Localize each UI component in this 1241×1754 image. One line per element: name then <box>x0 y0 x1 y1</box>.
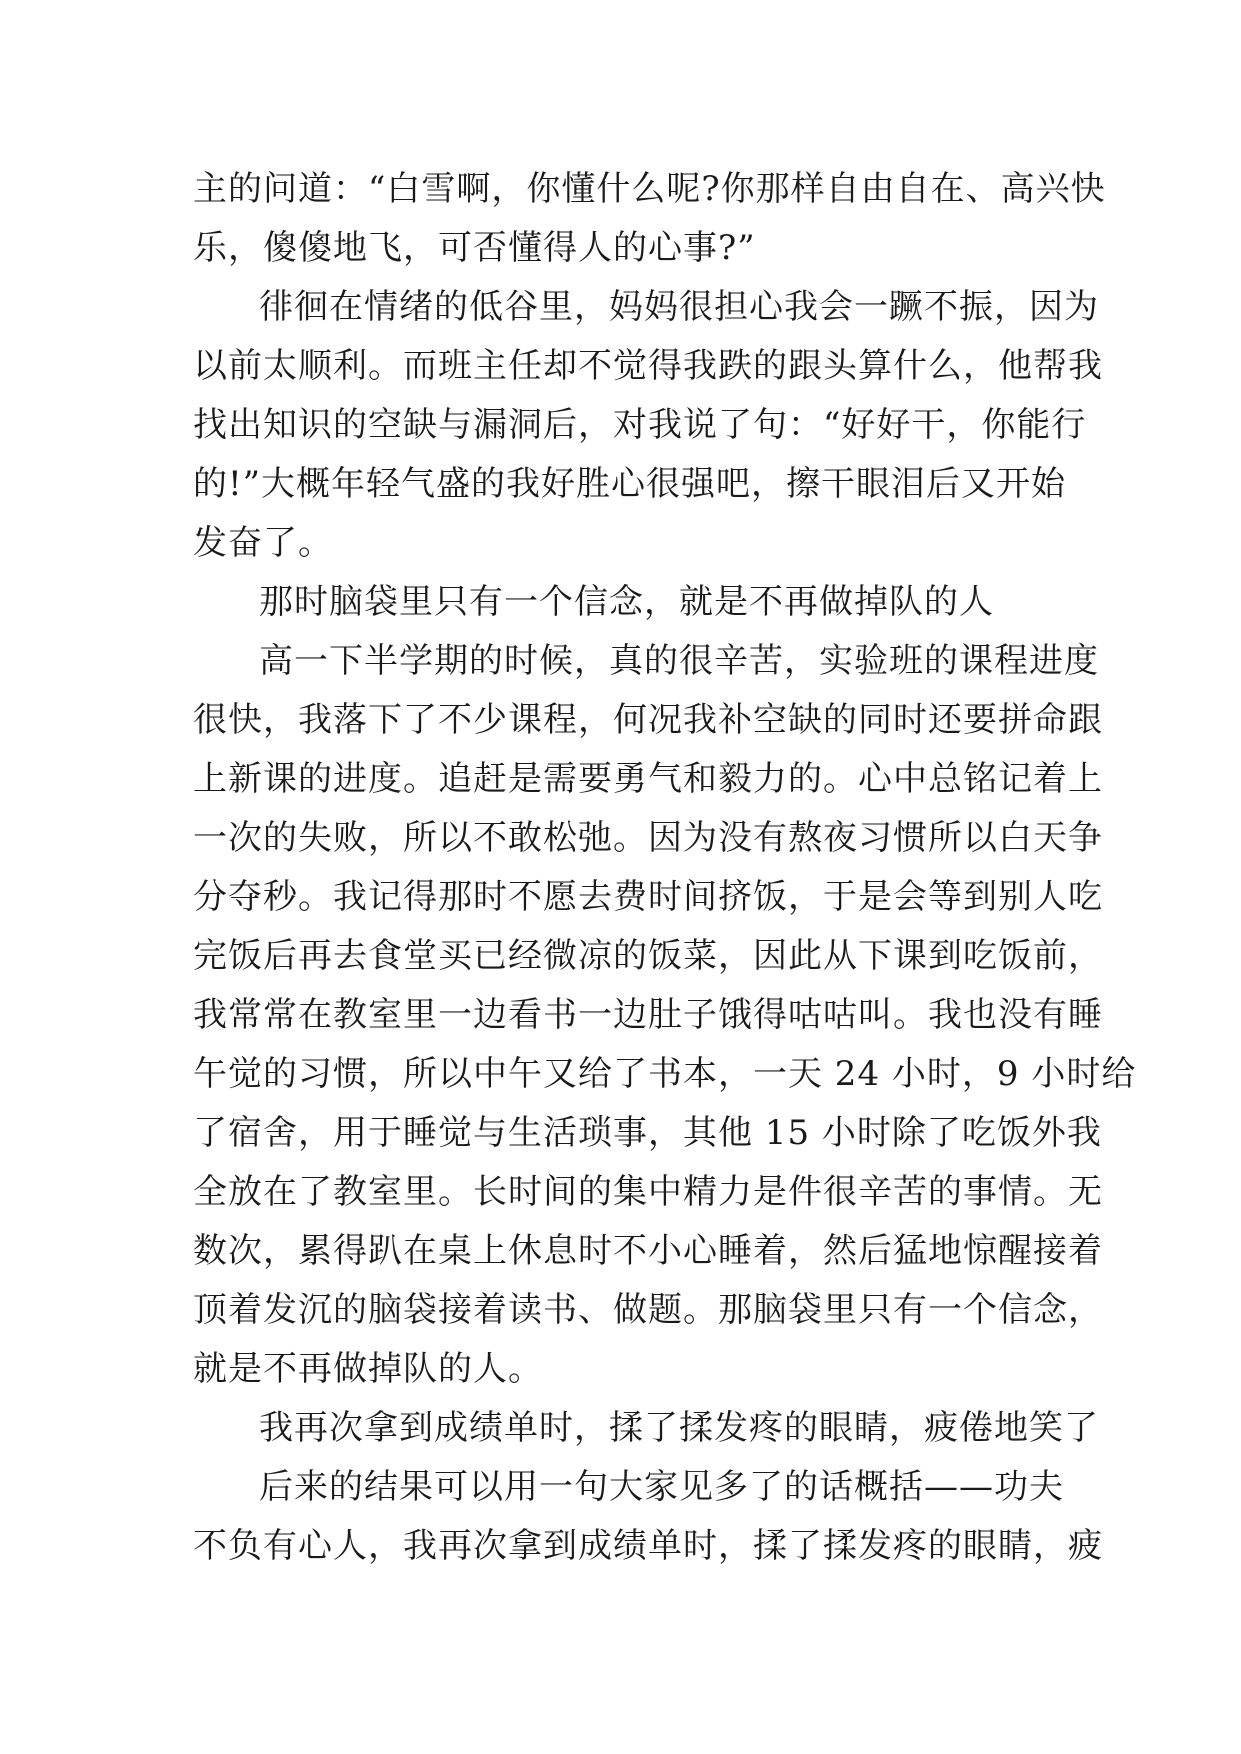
text-line: 以前太顺利。而班主任却不觉得我跌的跟头算什么，他帮我 <box>193 346 1103 386</box>
text-line: 完饭后再去食堂买已经微凉的饭菜，因此从下课到吃饭前， <box>193 936 1103 976</box>
text-line: 乐，傻傻地飞，可否懂得人的心事?” <box>193 228 756 268</box>
text-line: 发奋了。 <box>193 523 333 563</box>
text-line: 全放在了教室里。长时间的集中精力是件很辛苦的事情。无 <box>193 1172 1103 1212</box>
text-line: 我再次拿到成绩单时，揉了揉发疼的眼睛，疲倦地笑了 <box>259 1408 1099 1448</box>
text-line: 那时脑袋里只有一个信念，就是不再做掉队的人 <box>259 582 994 622</box>
text-line: 午觉的习惯，所以中午又给了书本，一天 24 小时，9 小时给 <box>193 1054 1137 1094</box>
body-text <box>193 160 1137 1576</box>
text-line: 就是不再做掉队的人。 <box>193 1349 543 1389</box>
text-line: 我常常在教室里一边看书一边肚子饿得咕咕叫。我也没有睡 <box>193 995 1103 1035</box>
text-line: 分夺秒。我记得那时不愿去费时间挤饭，于是会等到别人吃 <box>193 877 1103 917</box>
text-line: 很快，我落下了不少课程，何况我补空缺的同时还要拼命跟 <box>193 700 1103 740</box>
text-line: 徘徊在情绪的低谷里，妈妈很担心我会一蹶不振，因为 <box>259 287 1099 327</box>
text-line: 高一下半学期的时候，真的很辛苦，实验班的课程进度 <box>259 641 1099 681</box>
text-line: 不负有心人，我再次拿到成绩单时，揉了揉发疼的眼睛，疲 <box>193 1526 1103 1566</box>
text-line: 一次的失败，所以不敢松弛。因为没有熬夜习惯所以白天争 <box>193 818 1103 858</box>
text-line: 上新课的进度。追赶是需要勇气和毅力的。心中总铭记着上 <box>193 759 1103 799</box>
text-line: 找出知识的空缺与漏洞后，对我说了句：“好好干，你能行 <box>193 405 1087 445</box>
text-line: 后来的结果可以用一句大家见多了的话概括——功夫 <box>259 1467 1064 1507</box>
text-line: 的!”大概年轻气盛的我好胜心很强吧，擦干眼泪后又开始 <box>193 464 1067 504</box>
text-line: 数次，累得趴在桌上休息时不小心睡着，然后猛地惊醒接着 <box>193 1231 1103 1271</box>
text-line: 主的问道：“白雪啊，你懂什么呢?你那样自由自在、高兴快 <box>193 169 1106 209</box>
text-line: 了宿舍，用于睡觉与生活琐事，其他 15 小时除了吃饭外我 <box>193 1113 1102 1153</box>
text-line: 顶着发沉的脑袋接着读书、做题。那脑袋里只有一个信念， <box>193 1290 1103 1330</box>
